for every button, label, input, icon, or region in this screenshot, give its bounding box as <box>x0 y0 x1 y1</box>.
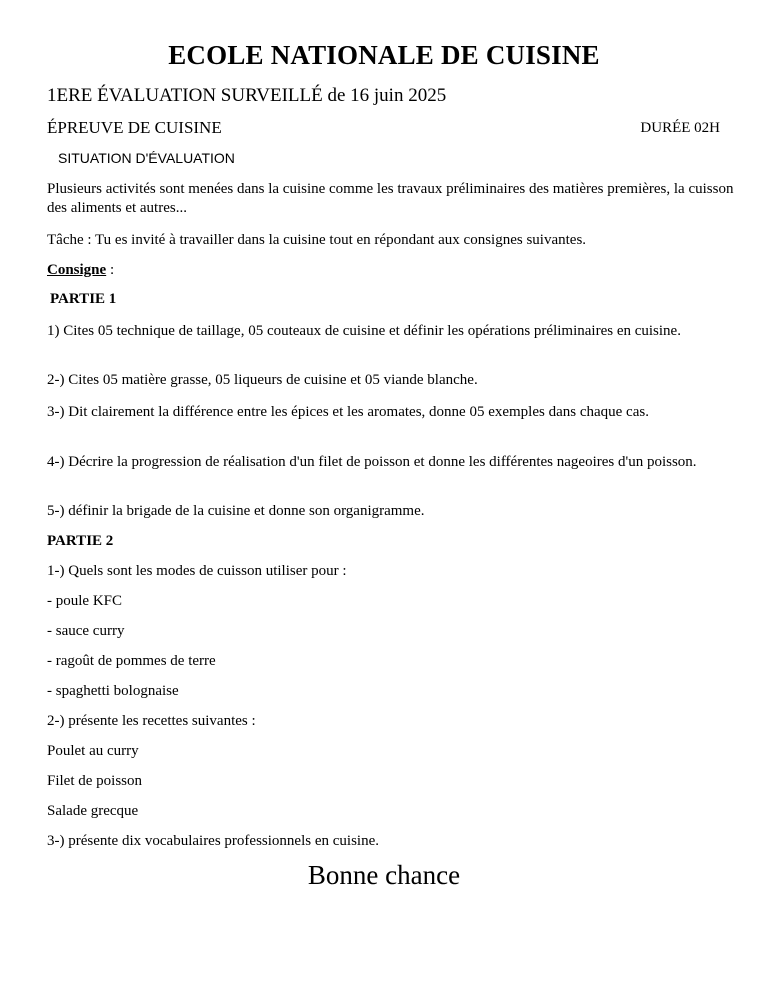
list-item: - ragoût de pommes de terre <box>47 653 216 669</box>
situation-heading: SITUATION D'ÉVALUATION <box>58 150 235 166</box>
recipe-item: Poulet au curry <box>47 743 139 759</box>
closing-message: Bonne chance <box>307 860 461 890</box>
task-statement: Tâche : Tu es invité à travailler dans la cuisine tout en répondant aux consignes suivantes. <box>47 232 587 248</box>
evaluation-title: 1ERE ÉVALUATION SURVEILLÉ de 16 juin 2025 <box>47 85 447 106</box>
list-item: - spaghetti bolognaise <box>47 683 179 699</box>
partie1-heading: PARTIE 1 <box>50 291 117 307</box>
partie2-question-2: 2-) présente les recettes suivantes : <box>47 713 256 729</box>
consigne-label: Consigne <box>47 262 107 278</box>
list-item: - sauce curry <box>47 623 125 639</box>
recipe-item: Filet de poisson <box>47 773 143 789</box>
partie2-question-3: 3-) présente dix vocabulaires professionnels en cuisine. <box>47 833 379 849</box>
recipe-item: Salade grecque <box>47 803 139 819</box>
partie1-question-1: 1) Cites 05 technique de taillage, 05 couteaux de cuisine et définir les opérations préliminaires en cuisine. <box>47 323 681 339</box>
partie1-question-5: 5-) définir la brigade de la cuisine et donne son organigramme. <box>47 503 425 519</box>
partie1-question-2: 2-) Cites 05 matière grasse, 05 liqueurs de cuisine et 05 viande blanche. <box>47 372 478 388</box>
partie2-heading: PARTIE 2 <box>47 533 114 549</box>
epreuve-label: ÉPREUVE DE CUISINE <box>47 118 222 137</box>
duration-label: DURÉE 02H <box>640 120 720 136</box>
list-item: - poule KFC <box>47 593 122 609</box>
intro-paragraph: Plusieurs activités sont menées dans la cuisine comme les travaux préliminaires des matières premières, la cuisson des aliments et autres... <box>47 181 734 216</box>
school-title: ECOLE NATIONALE DE CUISINE <box>168 40 600 70</box>
partie1-question-3: 3-) Dit clairement la différence entre les épices et les aromates, donne 05 exemples dans chaque cas. <box>47 404 649 420</box>
consigne-line <box>47 262 114 279</box>
partie1-question-4: 4-) Décrire la progression de réalisation d'un filet de poisson et donne les différentes nageoires d'un poisson. <box>47 454 697 470</box>
partie2-question-1: 1-) Quels sont les modes de cuisson utiliser pour : <box>47 563 347 579</box>
consigne-suffix: : <box>106 262 115 278</box>
